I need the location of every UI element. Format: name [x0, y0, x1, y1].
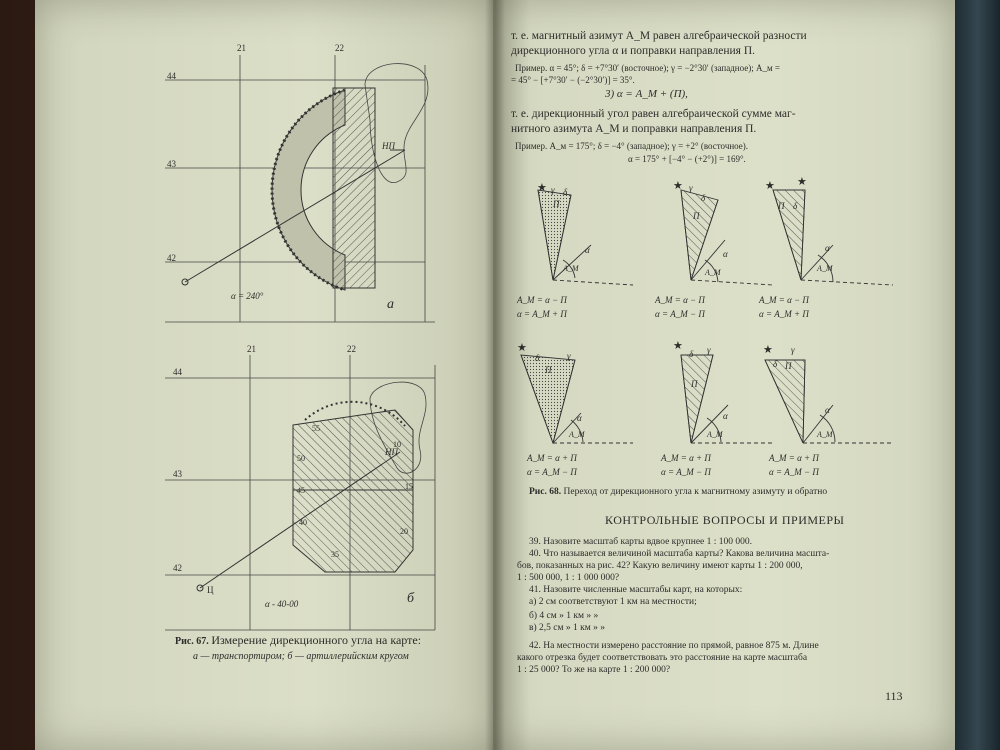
- fig67-caption-text: Измерение дирекционного угла на карте:: [211, 633, 422, 647]
- diag4-formula-alpha: α = A_M − П: [527, 467, 577, 477]
- fig68-caption-number: Рис. 68.: [529, 487, 562, 497]
- question-41-c: в) 2,5 см » 1 км » »: [529, 623, 606, 633]
- fig-b-grid-y-42: 42: [173, 563, 182, 573]
- fig-b-dial-mark-20: 20: [400, 527, 408, 536]
- text-line-7: нитного азимута A_M и поправки направления П.: [511, 123, 757, 135]
- fig-b-grid-y-43: 43: [173, 469, 182, 479]
- question-41: 41. Назовите численные масштабы карт, на которых:: [529, 585, 743, 595]
- question-42-line1: 42. На местности измерено расстояние по прямой, равное 875 м. Длине: [529, 641, 819, 651]
- page-number: 113: [885, 689, 903, 703]
- text-line-1: т. е. магнитный азимут A_M равен алгебраической разности: [511, 30, 807, 42]
- fig-b-panel-label: б: [407, 591, 415, 606]
- diag4-delta: δ: [535, 353, 540, 363]
- diag3-am: A_M: [817, 264, 833, 273]
- diag6-pi: П: [785, 361, 792, 371]
- diag4-pi: П: [545, 365, 552, 375]
- question-40-line1: 40. Что называется величиной масштаба карты? Какова величина масшта-: [529, 549, 830, 559]
- text-line-6: т. е. дирекционный угол равен алгебраической сумме маг-: [511, 108, 796, 120]
- diag6-star: ★: [763, 344, 773, 356]
- diag6-gamma: γ: [791, 345, 795, 355]
- right-page: [493, 0, 955, 750]
- fig-a-grid-x-22: 22: [335, 43, 344, 53]
- fig-b-grid-y-44: 44: [173, 367, 182, 377]
- fig-a-grid-x-21: 21: [237, 43, 246, 53]
- left-page: [35, 0, 495, 750]
- diag5-star: ★: [673, 340, 683, 352]
- figure-67b: [35, 340, 495, 640]
- fig68-caption: [529, 486, 827, 499]
- diag2-pi: П: [693, 211, 700, 221]
- diag5-formula-am: A_M = α + П: [661, 453, 711, 463]
- fig-a-grid-y-43: 43: [167, 159, 176, 169]
- fig-b-dial-mark-45: 45: [297, 486, 305, 495]
- fig67-caption-line2: а — транспортиром; б — артиллерийским кругом: [193, 651, 409, 662]
- diag6-alpha: α: [825, 405, 830, 415]
- diag5-delta: δ: [689, 349, 694, 359]
- fig-b-dial-mark-50: 50: [297, 454, 305, 463]
- diag1-am: A_M: [563, 264, 579, 273]
- diag1-pi: П: [553, 199, 560, 209]
- fig-b-dial-mark-35: 35: [331, 550, 339, 559]
- question-40-line3: 1 : 500 000, 1 : 1 000 000?: [517, 573, 620, 583]
- diag2-formula-alpha: α = A_M − П: [655, 309, 705, 319]
- diag1-formula-alpha: α = A_M + П: [517, 309, 567, 319]
- diag1-gamma: γ: [551, 185, 555, 195]
- diag1-star: ★: [537, 182, 547, 194]
- diag3-star-2: ★: [797, 176, 807, 188]
- fig-a-grid-y-44: 44: [167, 71, 176, 81]
- fig68-caption-text: Переход от дирекционного угла к магнитному азимуту и обратно: [563, 487, 828, 497]
- diag2-delta: δ: [701, 193, 706, 203]
- fig-a-angle-label: α = 240°: [231, 291, 264, 301]
- diag5-am: A_M: [707, 430, 723, 439]
- diag5-pi: П: [691, 379, 698, 389]
- diag1-delta: δ: [563, 187, 568, 197]
- diag3-formula-am: A_M = α − П: [759, 295, 809, 305]
- diag5-formula-alpha: α = A_M − П: [661, 467, 711, 477]
- fig-b-angle-label: α - 40-00: [265, 599, 299, 609]
- fig-a-grid-y-42: 42: [167, 253, 176, 263]
- fig-b-c-label: Ц: [207, 585, 214, 595]
- question-40-line2: бов, показанных на рис. 42? Какую величину имеют карты 1 : 200 000,: [517, 561, 803, 571]
- fig-b-dial-mark-55: 55: [312, 424, 320, 433]
- diag3-alpha: α: [825, 243, 830, 253]
- diag4-am: A_M: [569, 430, 585, 439]
- diag4-star: ★: [517, 342, 527, 354]
- section-heading: КОНТРОЛЬНЫЕ ВОПРОСЫ И ПРИМЕРЫ: [605, 513, 845, 527]
- diag2-star: ★: [673, 180, 683, 192]
- fig67-caption-number: Рис. 67.: [175, 636, 209, 647]
- diag1-formula-am: A_M = α − П: [517, 295, 567, 305]
- text-line-8: Пример. A_м = 175°; δ = −4° (западное); γ = +2° (восточное).: [515, 141, 749, 151]
- diag2-formula-am: A_M = α − П: [655, 295, 705, 305]
- diag1-alpha: α: [585, 245, 590, 255]
- diag6-am: A_M: [817, 430, 833, 439]
- diag4-gamma: γ: [567, 351, 571, 361]
- fig-b-grid-x-21: 21: [247, 344, 256, 354]
- question-39: 39. Назовите масштаб карты вдвое крупнее 1 : 100 000.: [529, 537, 753, 547]
- question-41-b: б) 4 см » 1 км » »: [529, 611, 599, 621]
- diag4-formula-am: A_M = α + П: [527, 453, 577, 463]
- fig-b-dial-mark-15: 15: [405, 482, 413, 491]
- fig-b-dial-mark-40: 40: [299, 518, 307, 527]
- question-42-line3: 1 : 25 000? То же на карте 1 : 200 000?: [517, 665, 671, 675]
- diag3-formula-alpha: α = A_M + П: [759, 309, 809, 319]
- diag6-formula-am: A_M = α + П: [769, 453, 819, 463]
- diag5-alpha: α: [723, 411, 728, 421]
- book-cover-edge: [955, 0, 1000, 750]
- diag2-gamma: γ: [689, 183, 693, 193]
- fig-a-panel-label: а: [387, 297, 394, 312]
- question-41-a: а) 2 см соответствуют 1 км на местности;: [529, 597, 697, 607]
- fig-b-grid-x-22: 22: [347, 344, 356, 354]
- question-42-line2: какого отрезка будет соответствовать это расстояние на карте масштаба: [517, 653, 808, 663]
- diag2-am: A_M: [705, 268, 721, 277]
- text-line-9: α = 175° + [−4° − (+2°)] = 169°.: [628, 154, 746, 164]
- diag5-gamma: γ: [707, 345, 711, 355]
- diag3-pi: П: [778, 201, 785, 211]
- fig67-caption-line1: [175, 634, 421, 648]
- diag4-alpha: α: [577, 413, 582, 423]
- text-line-4: = 45° − [+7°30′ − (−2°30′)] = 35°.: [511, 75, 635, 85]
- fig-b-np-label: НП: [385, 447, 398, 457]
- text-line-3: Пример. α = 45°; δ = +7°30′ (восточное); γ = −2°30′ (западное); A_м =: [515, 63, 780, 73]
- text-line-5: 3) α = A_M + (П),: [605, 88, 688, 100]
- text-line-2: дирекционного угла α и поправки направления П.: [511, 45, 755, 57]
- figure-67a: [35, 0, 495, 340]
- fig-b-dial-mark-10: 10: [393, 440, 401, 449]
- diag3-delta: δ: [793, 201, 798, 211]
- diag2-alpha: α: [723, 249, 728, 259]
- book-gutter: [485, 0, 505, 750]
- diag3-star: ★: [765, 180, 775, 192]
- figure-68-diagrams: [493, 170, 955, 480]
- diag6-delta: δ: [773, 359, 778, 369]
- diag6-formula-alpha: α = A_M − П: [769, 467, 819, 477]
- fig-a-np-label: НП: [382, 141, 395, 151]
